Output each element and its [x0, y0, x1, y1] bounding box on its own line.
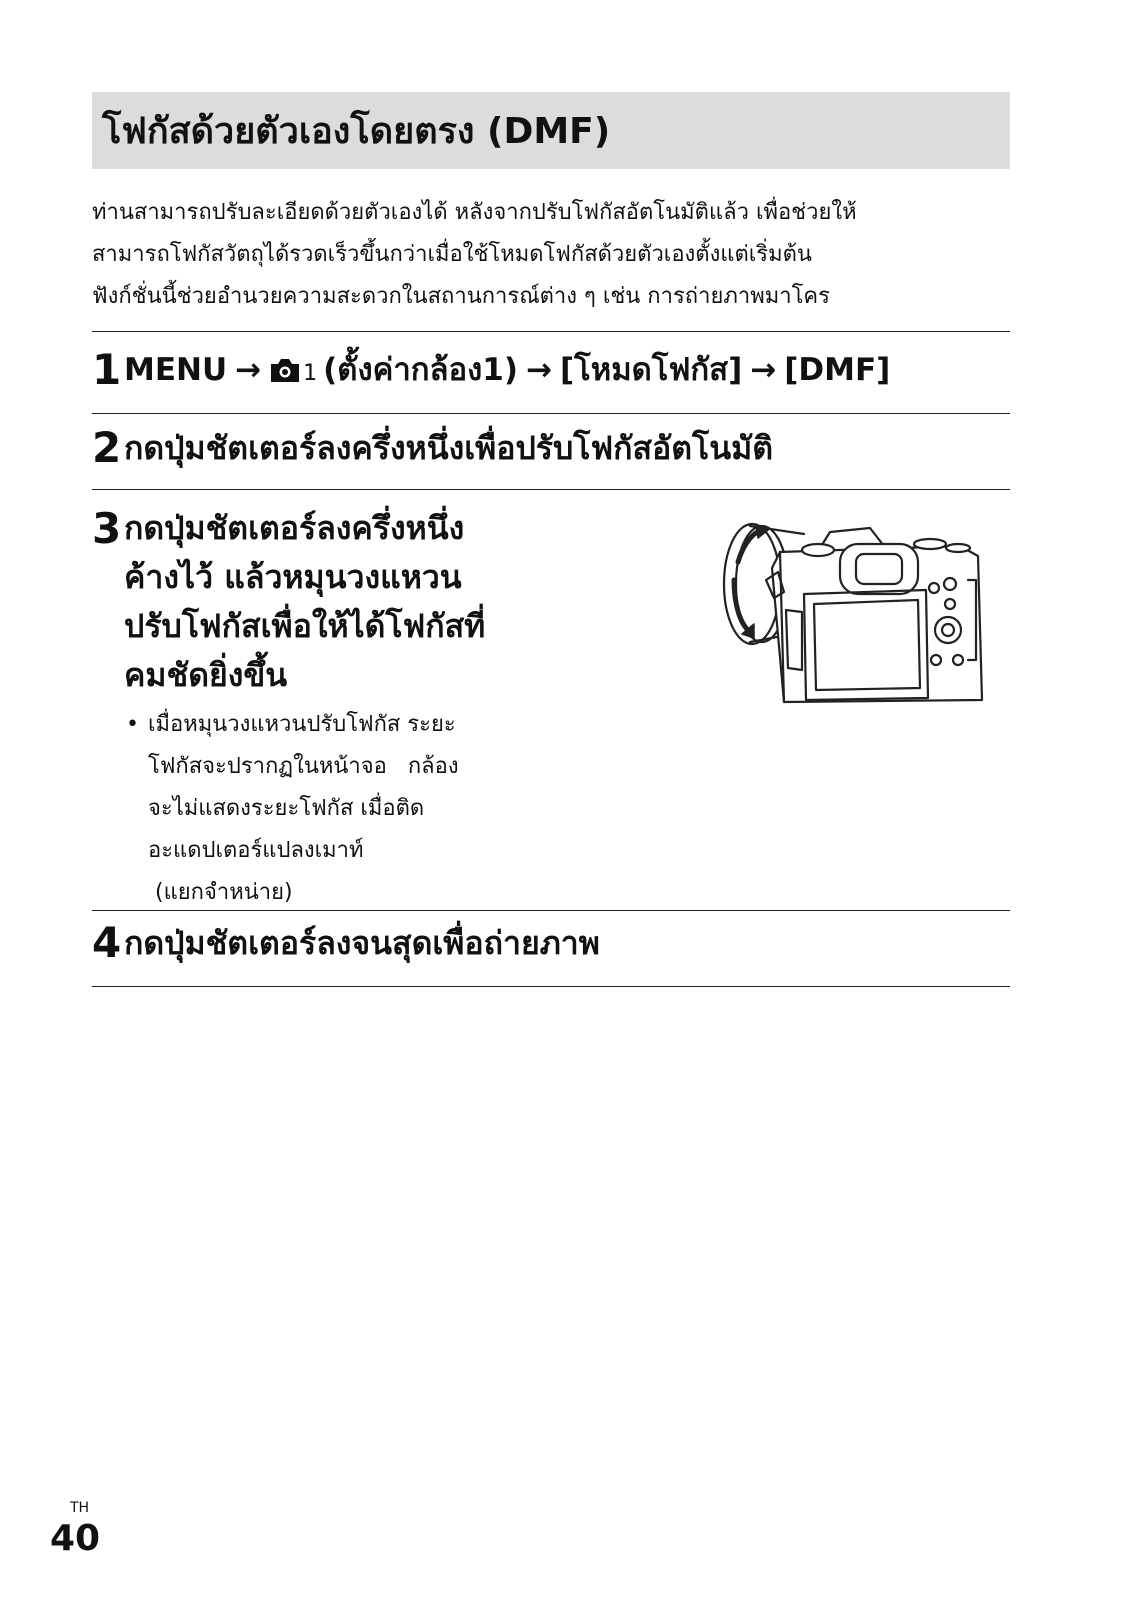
- step-1: [92, 345, 890, 399]
- divider: [92, 489, 1010, 490]
- camera-illustration: [720, 520, 1010, 724]
- step-3-line: กดปุ่มชัตเตอร์ลงครึ่งหนึ่ง: [124, 509, 465, 547]
- focus-mode-item: [โหมดโฟกัส]: [559, 352, 743, 388]
- menu-label: MENU: [124, 352, 228, 388]
- language-code: TH: [70, 1500, 90, 1516]
- step-3-line: ปรับโฟกัสเพื่อให้ได้โฟกัสที่: [124, 607, 486, 645]
- note-line: จะไม่แสดงระยะโฟกัส เมื่อติด: [148, 796, 425, 821]
- note-line: เมื่อหมุนวงแหวนปรับโฟกัส ระยะ: [148, 712, 456, 737]
- step-2-text: กดปุ่มชัตเตอร์ลงครึ่งหนึ่งเพื่อปรับโฟกัสอัตโนมัติ: [124, 429, 773, 467]
- intro-line: ท่านสามารถปรับละเอียดด้วยตัวเองได้ หลังจากปรับโฟกัสอัตโนมัติแล้ว เพื่อช่วยให้: [92, 200, 857, 225]
- step-number: 1: [92, 345, 122, 394]
- divider: [92, 986, 1010, 987]
- page-title: โฟกัสด้วยตัวเองโดยตรง (DMF): [102, 111, 611, 152]
- note-line: (แยกจำหน่าย): [148, 880, 293, 905]
- intro-line: ฟังก์ชั่นนี้ช่วยอำนวยความสะดวกในสถานการณ์ต่าง ๆ เช่น การถ่ายภาพมาโคร: [92, 284, 830, 309]
- step-number: 3: [92, 504, 122, 553]
- step-4-text: กดปุ่มชัตเตอร์ลงจนสุดเพื่อถ่ายภาพ: [124, 924, 600, 962]
- title-band: [92, 92, 1010, 169]
- step-number: 4: [92, 918, 122, 967]
- note-line: โฟกัสจะปรากฏในหน้าจอ กล้อง: [148, 754, 459, 779]
- camera-tab-number: 1: [303, 361, 318, 386]
- bullet-marker: •: [126, 712, 139, 737]
- arrow-icon: →: [525, 352, 552, 388]
- dmf-item: [DMF]: [784, 352, 891, 388]
- note-line: อะแดปเตอร์แปลงเมาท์: [148, 838, 364, 863]
- intro-line: สามารถโฟกัสวัตถุได้รวดเร็วขึ้นกว่าเมื่อใช้โหมดโฟกัสด้วยตัวเองตั้งแต่เริ่มต้น: [92, 242, 812, 267]
- step-3-line: คมชัดยิ่งขึ้น: [124, 656, 288, 694]
- step-2: [92, 423, 773, 473]
- step-4: [92, 918, 600, 968]
- step-3-text: [124, 504, 485, 700]
- step-number: 2: [92, 423, 122, 472]
- page-number: 40: [50, 1518, 101, 1559]
- step-3-line: ค้างไว้ แล้วหมุนวงแหวน: [124, 558, 462, 596]
- divider: [92, 331, 1010, 332]
- step-3: [92, 504, 485, 700]
- arrow-icon: →: [750, 352, 777, 388]
- divider: [92, 413, 1010, 414]
- divider: [92, 910, 1010, 911]
- step-3-note: [126, 704, 526, 914]
- arrow-icon: →: [235, 352, 262, 388]
- step-1-text: [124, 345, 890, 399]
- intro-paragraph: [92, 192, 1012, 318]
- camera-icon: [269, 348, 301, 398]
- setting-label: (ตั้งค่ากล้อง1): [323, 352, 518, 388]
